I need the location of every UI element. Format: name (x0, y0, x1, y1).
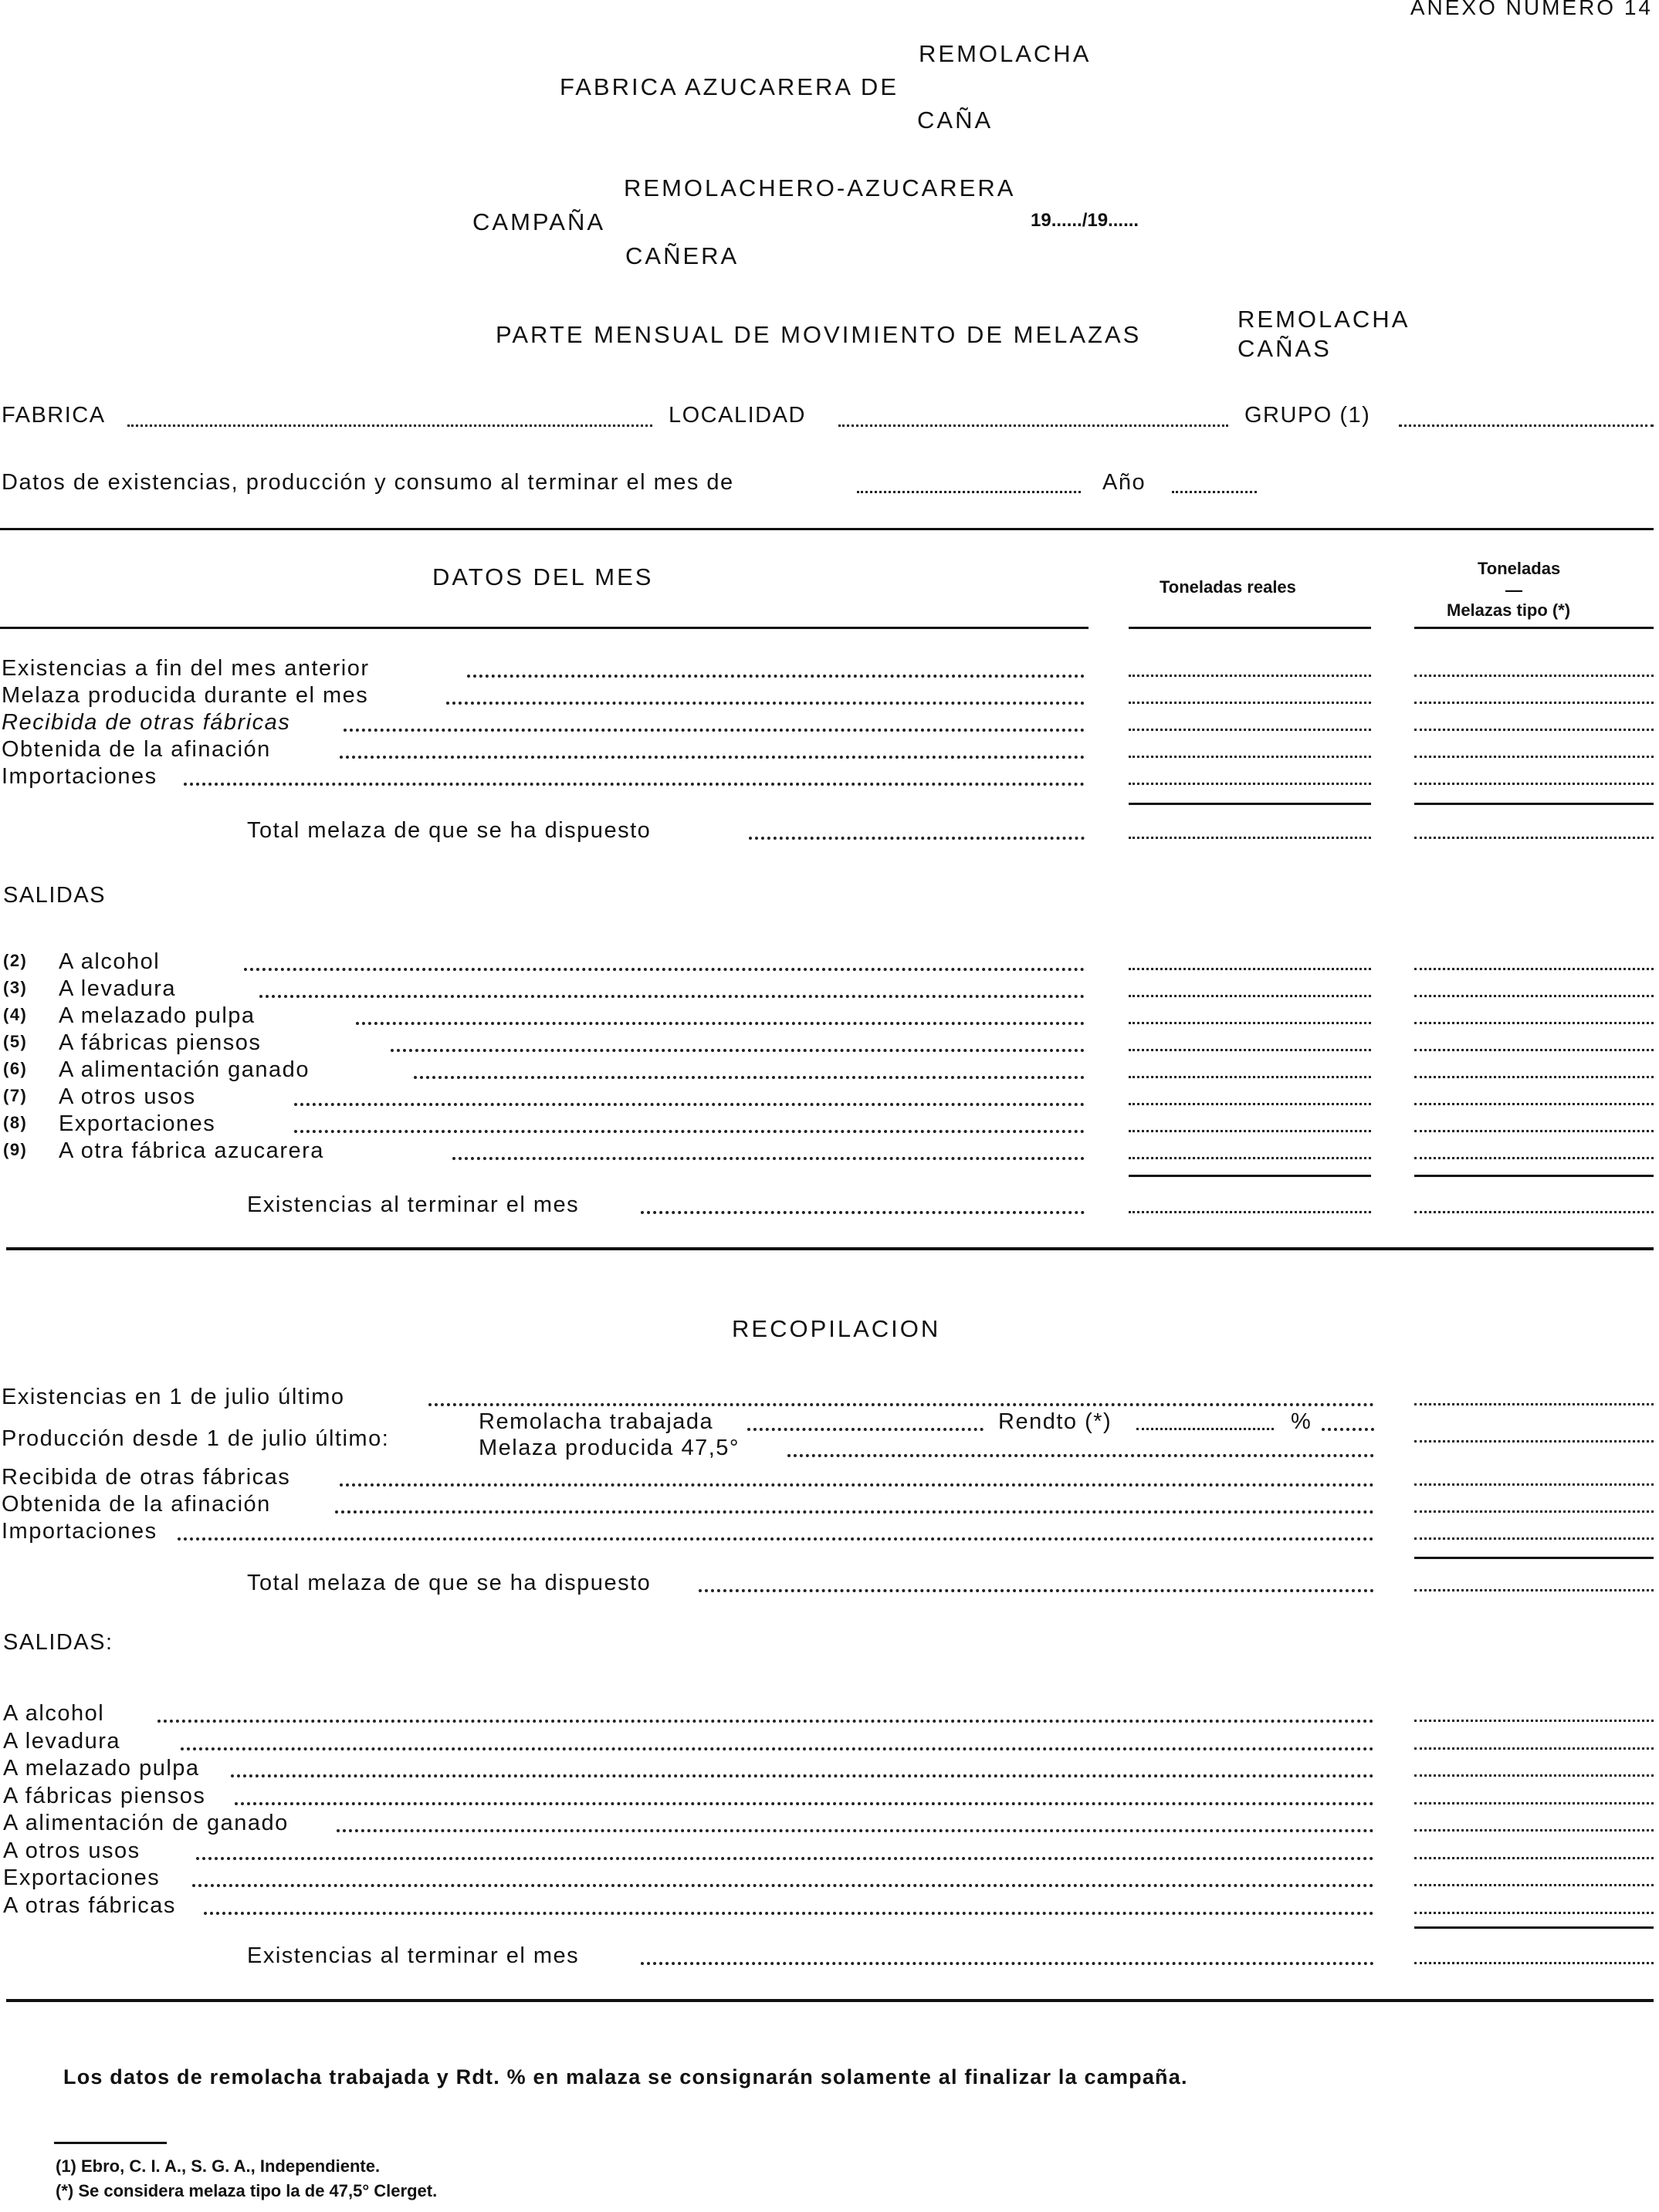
footnote-rule (54, 2142, 167, 2144)
divider-top (0, 528, 1654, 530)
outflow-1-reales[interactable] (1129, 995, 1371, 997)
out-subtotal-rule-col1 (1129, 1175, 1371, 1177)
recop-outflow-leader (235, 1802, 1374, 1805)
monthly-row-2-reales[interactable] (1129, 729, 1371, 731)
recop-outflow-label: A fábricas piensos (3, 1784, 206, 1808)
outflow-label: A otra fábrica azucarera (59, 1138, 324, 1163)
divider-bottom (6, 1999, 1654, 2002)
monthly-row-3-tipo[interactable] (1414, 756, 1654, 758)
header-campana: CAMPAÑA (472, 208, 606, 235)
outflow-number: (5) (3, 1032, 28, 1051)
recop-outflow-leader (157, 1720, 1374, 1723)
monthly-final-leader (641, 1211, 1085, 1214)
recop-remolacha-trabajada: Remolacha trabajada (479, 1409, 714, 1434)
monthly-row-label: Existencias a fin del mes anterior (2, 656, 370, 681)
annex-number: ANEXO NUMERO 14 (1410, 0, 1653, 19)
outflow-label: A alcohol (59, 949, 161, 974)
col-toneladas-reales: Toneladas reales (1160, 577, 1296, 597)
recop-rendto-field[interactable] (1136, 1428, 1274, 1430)
recop-percent: % (1291, 1409, 1312, 1434)
monthly-final-tipo[interactable] (1414, 1211, 1654, 1213)
divider-middle (6, 1247, 1654, 1250)
monthly-total-leader (749, 837, 1085, 840)
outflow-3-tipo[interactable] (1414, 1049, 1654, 1051)
outflow-number: (6) (3, 1059, 28, 1078)
outflow-6-reales[interactable] (1129, 1130, 1371, 1132)
header-remolachero-azucarera: REMOLACHERO-AZUCARERA (624, 174, 1016, 201)
recop-outflow-leader (192, 1884, 1374, 1887)
outflow-0-reales[interactable] (1129, 968, 1371, 970)
recop-existencias-label: Existencias en 1 de julio último (2, 1385, 345, 1409)
col-dash: — (1505, 580, 1522, 600)
outflow-number: (8) (3, 1113, 28, 1132)
outflow-label: Exportaciones (59, 1111, 216, 1136)
mes-field[interactable] (857, 491, 1081, 493)
monthly-row-0-tipo[interactable] (1414, 675, 1654, 677)
recop-row-2-value[interactable] (1414, 1537, 1654, 1540)
recop-row-label: Recibida de otras fábricas (2, 1465, 291, 1490)
fabrica-field[interactable] (127, 424, 652, 427)
outflow-label: A alimentación ganado (59, 1057, 310, 1082)
recop-melaza-leader (787, 1454, 1374, 1457)
outflow-label: A otros usos (59, 1084, 196, 1109)
recop-row-label: Obtenida de la afinación (2, 1492, 271, 1517)
recopilacion-heading: RECOPILACION (732, 1315, 941, 1342)
outflow-leader (259, 995, 1085, 998)
monthly-row-4-tipo[interactable] (1414, 783, 1654, 785)
grupo-label: GRUPO (1) (1244, 403, 1371, 428)
recop-existencias-value[interactable] (1414, 1403, 1654, 1405)
monthly-salidas-heading: SALIDAS (3, 883, 106, 908)
recop-row-leader (340, 1483, 1374, 1487)
localidad-field[interactable] (838, 424, 1228, 427)
recop-outflow-4-value[interactable] (1414, 1829, 1654, 1831)
header-campana-years: 19....../19...... (1031, 210, 1139, 231)
col-toneladas: Toneladas (1478, 559, 1561, 578)
subtotal-rule-col1 (1129, 803, 1371, 805)
recop-outflow-leader (231, 1774, 1374, 1777)
recop-outflow-1-value[interactable] (1414, 1747, 1654, 1750)
recop-outflow-label: Exportaciones (3, 1865, 161, 1890)
monthly-row-4-reales[interactable] (1129, 783, 1371, 785)
outflow-1-tipo[interactable] (1414, 995, 1654, 997)
rule-monthly-col1 (1129, 627, 1371, 629)
outflow-7-tipo[interactable] (1414, 1157, 1654, 1159)
outflow-label: A melazado pulpa (59, 1003, 256, 1028)
monthly-row-leader (446, 702, 1085, 705)
recop-rendto-label: Rendto (*) (998, 1409, 1112, 1434)
recop-row-1-value[interactable] (1414, 1510, 1654, 1513)
outflow-4-tipo[interactable] (1414, 1076, 1654, 1078)
outflow-label: A fábricas piensos (59, 1030, 262, 1055)
outflow-4-reales[interactable] (1129, 1076, 1371, 1078)
monthly-total-label: Total melaza de que se ha dispuesto (247, 818, 652, 843)
title-remolacha: REMOLACHA (1237, 306, 1410, 333)
monthly-row-leader (340, 756, 1085, 759)
recop-outflow-leader (337, 1829, 1374, 1832)
rule-monthly-left (0, 627, 1089, 629)
header-cana: CAÑA (917, 107, 994, 134)
outflow-2-reales[interactable] (1129, 1022, 1371, 1024)
recop-final-label: Existencias al terminar el mes (247, 1943, 580, 1968)
header-remolacha: REMOLACHA (919, 40, 1092, 67)
recop-row-label: Importaciones (2, 1519, 157, 1544)
recop-outflow-6-value[interactable] (1414, 1884, 1654, 1886)
outflow-leader (391, 1049, 1085, 1052)
recop-subtotal-rule (1414, 1557, 1654, 1559)
col-melazas-tipo: Melazas tipo (*) (1447, 600, 1571, 620)
outflow-leader (294, 1130, 1085, 1133)
recop-salidas-heading: SALIDAS: (3, 1630, 113, 1655)
recop-total-value[interactable] (1414, 1589, 1654, 1591)
outflow-6-tipo[interactable] (1414, 1130, 1654, 1132)
monthly-total-reales[interactable] (1129, 837, 1371, 839)
outflow-leader (356, 1022, 1085, 1025)
recop-outflow-2-value[interactable] (1414, 1774, 1654, 1777)
monthly-row-0-reales[interactable] (1129, 675, 1371, 677)
outflow-leader (414, 1076, 1085, 1079)
outflow-leader (452, 1157, 1085, 1160)
recop-existencias-leader (428, 1403, 1374, 1406)
outflow-leader (294, 1103, 1085, 1106)
recop-outflow-label: A alcohol (3, 1701, 105, 1726)
footnote-2: (*) Se considera melaza tipo la de 47,5° Clerget. (56, 2181, 438, 2200)
subtotal-rule-col2 (1414, 803, 1654, 805)
outflow-3-reales[interactable] (1129, 1049, 1371, 1051)
recop-melaza-producida: Melaza producida 47,5° (479, 1436, 740, 1460)
recop-percent-leader (1322, 1428, 1374, 1431)
monthly-row-label: Importaciones (2, 764, 157, 789)
recop-outflow-label: A alimentación de ganado (3, 1811, 289, 1835)
monthly-row-1-reales[interactable] (1129, 702, 1371, 704)
recop-produccion-label: Producción desde 1 de julio último: (2, 1426, 390, 1451)
outflow-5-tipo[interactable] (1414, 1103, 1654, 1105)
header-fabrica-azucarera: FABRICA AZUCARERA DE (560, 73, 899, 100)
recop-out-subtotal-rule (1414, 1926, 1654, 1929)
monthly-row-leader (467, 675, 1085, 678)
ano-field[interactable] (1172, 491, 1257, 493)
monthly-row-label: Melaza producida durante el mes (2, 683, 369, 708)
recop-row-leader (335, 1510, 1374, 1514)
recop-outflow-leader (196, 1857, 1374, 1860)
recop-outflow-label: A otros usos (3, 1838, 141, 1863)
monthly-total-tipo[interactable] (1414, 837, 1654, 839)
recop-outflow-0-value[interactable] (1414, 1720, 1654, 1722)
monthly-row-leader (184, 783, 1085, 786)
recop-row-leader (178, 1537, 1374, 1541)
monthly-row-label: Obtenida de la afinación (2, 737, 271, 762)
footnote-1: (1) Ebro, C. I. A., S. G. A., Independiente. (56, 2156, 381, 2176)
outflow-number: (2) (3, 951, 28, 970)
recop-final-value[interactable] (1414, 1962, 1654, 1964)
fabrica-label: FABRICA (2, 403, 106, 428)
outflow-2-tipo[interactable] (1414, 1022, 1654, 1024)
monthly-final-reales[interactable] (1129, 1211, 1371, 1213)
recop-outflow-3-value[interactable] (1414, 1802, 1654, 1804)
outflow-leader (244, 968, 1085, 971)
monthly-row-3-reales[interactable] (1129, 756, 1371, 758)
recop-outflow-label: A melazado pulpa (3, 1756, 200, 1781)
recop-final-leader (641, 1962, 1374, 1965)
recop-outflow-leader (204, 1912, 1374, 1915)
recop-remolacha-leader (747, 1428, 984, 1431)
header-canera: CAÑERA (625, 242, 740, 269)
monthly-row-2-tipo[interactable] (1414, 729, 1654, 731)
outflow-7-reales[interactable] (1129, 1157, 1371, 1159)
datos-del-mes-heading: DATOS DEL MES (432, 563, 654, 590)
recop-outflow-label: A levadura (3, 1729, 121, 1754)
recop-outflow-7-value[interactable] (1414, 1912, 1654, 1914)
grupo-field[interactable] (1399, 424, 1654, 427)
outflow-number: (4) (3, 1005, 28, 1024)
page-title: PARTE MENSUAL DE MOVIMIENTO DE MELAZAS (496, 321, 1142, 348)
recop-produccion-value[interactable] (1414, 1440, 1654, 1443)
outflow-5-reales[interactable] (1129, 1103, 1371, 1105)
recop-row-0-value[interactable] (1414, 1483, 1654, 1486)
outflow-0-tipo[interactable] (1414, 968, 1654, 970)
out-subtotal-rule-col2 (1414, 1175, 1654, 1177)
monthly-final-label: Existencias al terminar el mes (247, 1192, 580, 1217)
monthly-row-leader (344, 729, 1085, 732)
ano-label: Año (1102, 470, 1146, 495)
localidad-label: LOCALIDAD (669, 403, 806, 428)
title-canas: CAÑAS (1237, 335, 1332, 362)
outflow-label: A levadura (59, 976, 177, 1001)
recop-outflow-leader (181, 1747, 1374, 1750)
recop-outflow-5-value[interactable] (1414, 1857, 1654, 1859)
recop-total-label: Total melaza de que se ha dispuesto (247, 1571, 652, 1595)
outflow-number: (9) (3, 1140, 28, 1159)
monthly-row-1-tipo[interactable] (1414, 702, 1654, 704)
recop-outflow-label: A otras fábricas (3, 1893, 176, 1918)
outflow-number: (3) (3, 978, 28, 997)
monthly-row-label: Recibida de otras fábricas (2, 710, 291, 735)
rule-monthly-col2 (1414, 627, 1654, 629)
closing-note: Los datos de remolacha trabajada y Rdt. % en malaza se consignarán solamente al finalizar la campaña. (63, 2065, 1188, 2089)
datos-line-label: Datos de existencias, producción y consumo al terminar el mes de (2, 470, 734, 495)
recop-total-leader (699, 1589, 1374, 1592)
outflow-number: (7) (3, 1086, 28, 1105)
